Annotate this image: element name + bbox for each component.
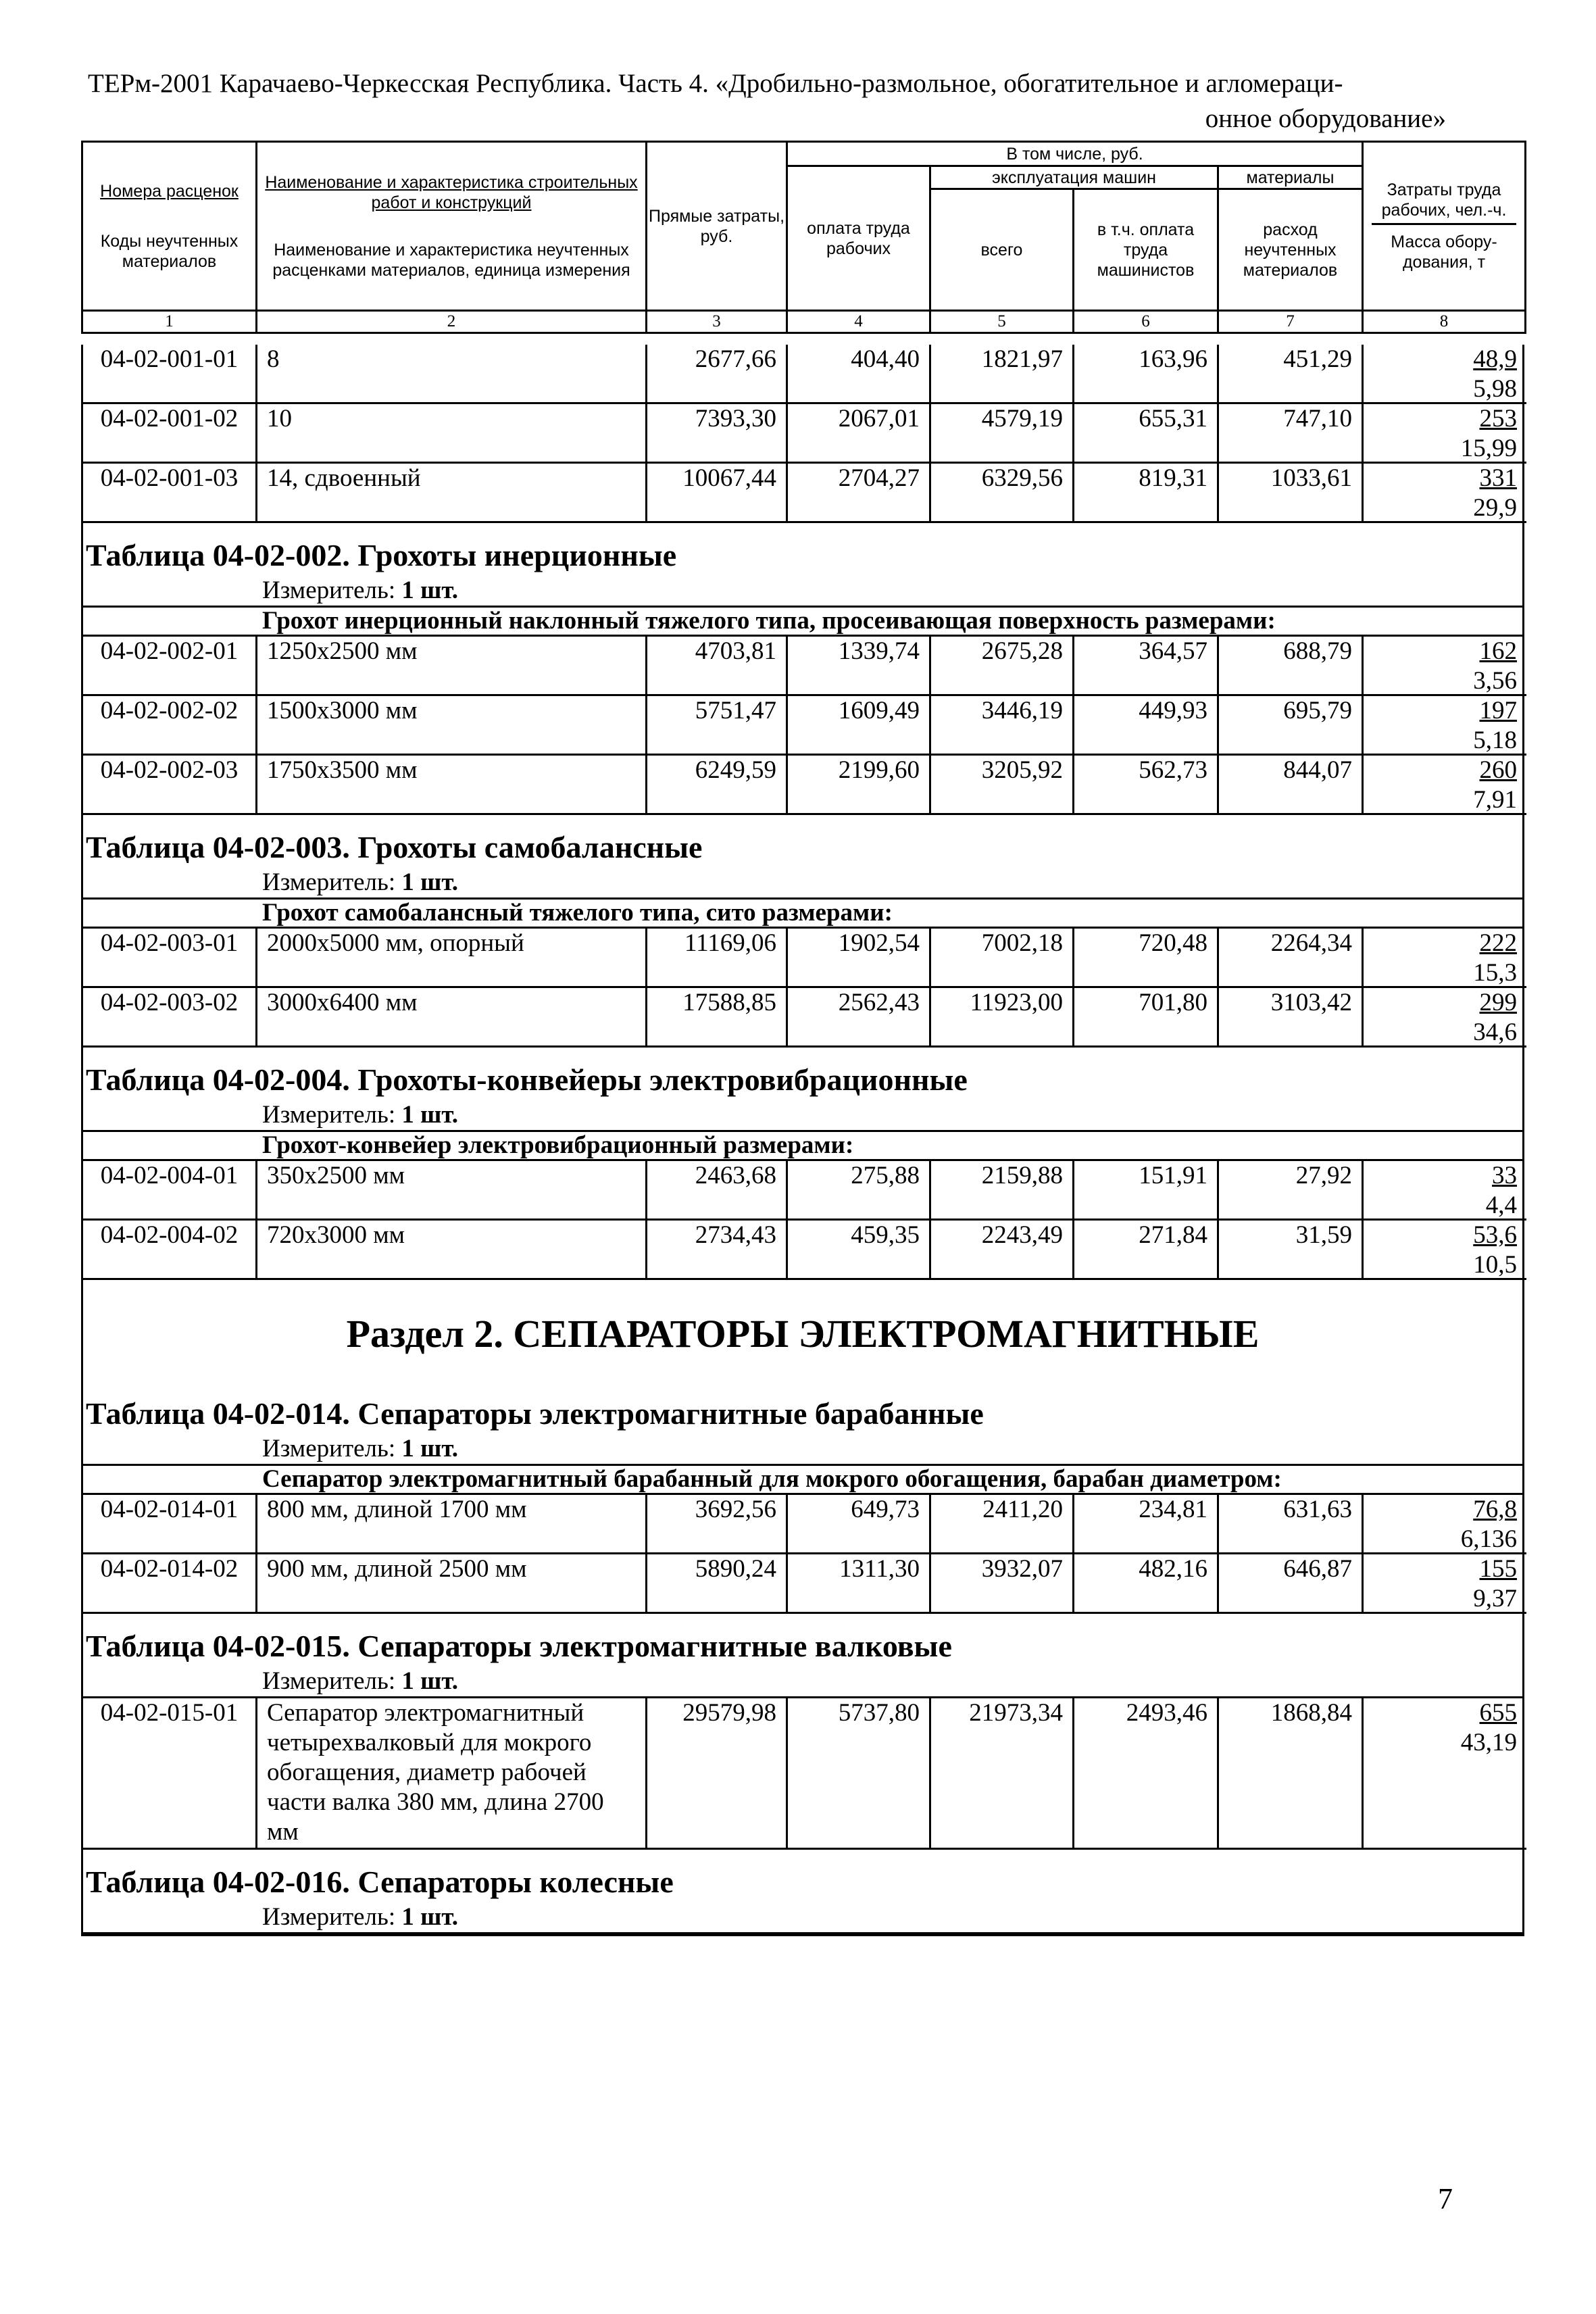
- labor-cost: 2199,60: [788, 756, 931, 815]
- unit-line: [83, 1434, 1522, 1466]
- equipment-mass: 15,99: [1460, 435, 1517, 462]
- labor-mass-cell: [1364, 637, 1526, 696]
- labor-mass-cell: [1364, 929, 1526, 988]
- col-header-labor-pay: оплата труда рабочих: [787, 166, 930, 311]
- col-header-direct: Прямые затраты, руб.: [647, 142, 787, 311]
- material-cost: 1868,84: [1219, 1698, 1364, 1850]
- machine-cost: 3446,19: [931, 696, 1074, 756]
- material-cost: 27,92: [1219, 1161, 1364, 1221]
- table-row: [83, 756, 1522, 815]
- direct-cost: 3692,56: [647, 1495, 788, 1554]
- rate-code: 04-02-003-02: [83, 988, 257, 1048]
- labor-hours: 155: [1479, 1555, 1517, 1583]
- equipment-mass: 15,3: [1473, 959, 1517, 987]
- material-cost: 646,87: [1219, 1554, 1364, 1614]
- labor-cost: 275,88: [788, 1161, 931, 1221]
- machinist-labor-cost: 271,84: [1074, 1221, 1219, 1280]
- table-title: Таблица 04-02-015. Сепараторы электромагнитные валковые: [86, 1629, 952, 1663]
- machine-cost: 2675,28: [931, 637, 1074, 696]
- material-cost: 1033,61: [1219, 464, 1364, 523]
- machinist-labor-cost: 151,91: [1074, 1161, 1219, 1221]
- labor-cost: 2067,01: [788, 404, 931, 464]
- table-row: [83, 1161, 1522, 1221]
- labor-hours: 260: [1479, 756, 1517, 784]
- page-number: 7: [1438, 2182, 1453, 2215]
- col-number: 8: [1363, 311, 1526, 333]
- direct-cost: 11169,06: [647, 929, 788, 988]
- unit-label: Измеритель:: [262, 1667, 396, 1695]
- machine-cost: 1821,97: [931, 345, 1074, 404]
- header-line-1: ТЕРм-2001 Карачаево-Черкесская Республика. Часть 4. «Дробильно-размольное, обогатительное и агломераци-: [88, 69, 1343, 98]
- unit-value: 1 шт.: [401, 1667, 459, 1695]
- rate-description: 14, сдвоенный: [257, 464, 647, 523]
- machinist-labor-cost: 449,93: [1074, 696, 1219, 756]
- labor-cost: 1339,74: [788, 637, 931, 696]
- col-header-machines: эксплуатация машин: [930, 166, 1218, 189]
- unit-value: 1 шт.: [401, 576, 459, 604]
- table-title: Таблица 04-02-016. Сепараторы колесные: [86, 1865, 674, 1899]
- rate-code: 04-02-002-02: [83, 696, 257, 756]
- col-number: 4: [787, 311, 930, 333]
- rate-description: 1250x2500 мм: [257, 637, 647, 696]
- equipment-mass: 6,136: [1460, 1525, 1517, 1553]
- rate-code: 04-02-002-01: [83, 637, 257, 696]
- page-header: [88, 66, 1446, 137]
- direct-cost: 2734,43: [647, 1221, 788, 1280]
- header-line-2: онное оборудование»: [1205, 104, 1446, 133]
- unit-label: Измеритель:: [262, 1903, 396, 1931]
- machine-cost: 2243,49: [931, 1221, 1074, 1280]
- machinist-labor-cost: 701,80: [1074, 988, 1219, 1048]
- direct-cost: 6249,59: [647, 756, 788, 815]
- labor-mass-cell: [1364, 464, 1526, 523]
- rate-code: 04-02-001-02: [83, 404, 257, 464]
- col-header-machinist-pay: в т.ч. оплата труда машинистов: [1074, 189, 1218, 311]
- unit-value: 1 шт.: [401, 1435, 459, 1462]
- equipment-mass: 3,56: [1473, 667, 1517, 695]
- unit-line: [83, 1667, 1522, 1698]
- table-row: [83, 1495, 1522, 1554]
- rate-description: 3000x6400 мм: [257, 988, 647, 1048]
- labor-cost: 649,73: [788, 1495, 931, 1554]
- rate-code: 04-02-014-01: [83, 1495, 257, 1554]
- col-header-unaccounted: расход неучтенных материалов: [1218, 189, 1363, 311]
- rate-description: 800 мм, длиной 1700 мм: [257, 1495, 647, 1554]
- table-row: [83, 1221, 1522, 1280]
- table-title: Таблица 04-02-003. Грохоты самобалансные: [86, 830, 703, 864]
- col-header-codes: [82, 142, 257, 311]
- labor-mass-cell: [1364, 1495, 1526, 1554]
- labor-hours: 48,9: [1473, 345, 1517, 373]
- machinist-labor-cost: 234,81: [1074, 1495, 1219, 1554]
- machinist-labor-cost: 2493,46: [1074, 1698, 1219, 1850]
- labor-cost: 2562,43: [788, 988, 931, 1048]
- table-row: [83, 404, 1522, 464]
- col-header-material-codes: Коды неучтенных материалов: [100, 231, 239, 271]
- table-row: [83, 464, 1522, 523]
- col-number: 6: [1074, 311, 1218, 333]
- labor-mass-cell: [1364, 696, 1526, 756]
- machine-cost: 4579,19: [931, 404, 1074, 464]
- labor-cost: 5737,80: [788, 1698, 931, 1850]
- material-cost: 688,79: [1219, 637, 1364, 696]
- col-header-labor: Затраты труда рабочих, чел.-ч.: [1372, 180, 1516, 225]
- material-cost: 695,79: [1219, 696, 1364, 756]
- col-number: 5: [930, 311, 1074, 333]
- equipment-mass: 34,6: [1473, 1018, 1517, 1046]
- labor-mass-cell: [1364, 404, 1526, 464]
- equipment-mass: 43,19: [1460, 1729, 1517, 1756]
- rate-description: 2000x5000 мм, опорный: [257, 929, 647, 988]
- rate-code: 04-02-001-03: [83, 464, 257, 523]
- labor-hours: 331: [1479, 464, 1517, 492]
- equipment-mass: 10,5: [1473, 1251, 1517, 1279]
- labor-hours: 53,6: [1473, 1221, 1517, 1249]
- table-title: Таблица 04-02-004. Грохоты-конвейеры электровибрационные: [86, 1062, 968, 1097]
- col-number: 2: [257, 311, 647, 333]
- machinist-labor-cost: 655,31: [1074, 404, 1219, 464]
- direct-cost: 29579,98: [647, 1698, 788, 1850]
- unit-label: Измеритель:: [262, 1435, 396, 1462]
- labor-hours: 197: [1479, 697, 1517, 724]
- unit-label: Измеритель:: [262, 1101, 396, 1129]
- col-header-work-name: Наименование и характеристика строительных работ и конструкций: [265, 172, 638, 212]
- unit-line: [83, 868, 1522, 900]
- rate-description: 1750x3500 мм: [257, 756, 647, 815]
- labor-cost: 459,35: [788, 1221, 931, 1280]
- unit-value: 1 шт.: [401, 1101, 459, 1129]
- labor-hours: 76,8: [1473, 1496, 1517, 1523]
- table-row: [83, 696, 1522, 756]
- col-header-rate-numbers: Номера расценок: [100, 181, 239, 201]
- direct-cost: 2677,66: [647, 345, 788, 404]
- rate-code: 04-02-015-01: [83, 1698, 257, 1850]
- material-cost: 3103,42: [1219, 988, 1364, 1048]
- machine-cost: 7002,18: [931, 929, 1074, 988]
- equipment-mass: 29,9: [1473, 494, 1517, 522]
- machine-cost: 2411,20: [931, 1495, 1074, 1554]
- equipment-mass: 5,98: [1473, 375, 1517, 403]
- machine-cost: 11923,00: [931, 988, 1074, 1048]
- machinist-labor-cost: 720,48: [1074, 929, 1219, 988]
- table-row: [83, 988, 1522, 1048]
- col-header-total: всего: [930, 189, 1074, 311]
- group-heading: Грохот самобалансный тяжелого типа, сито размерами:: [83, 900, 1522, 929]
- unit-label: Измеритель:: [262, 868, 396, 896]
- machinist-labor-cost: 163,96: [1074, 345, 1219, 404]
- price-table-body: [81, 345, 1524, 1936]
- rate-description: 8: [257, 345, 647, 404]
- col-header-material-name: Наименование и характеристика неучтенных расценками материалов, единица измерения: [272, 240, 630, 280]
- rate-description: Сепаратор электромагнитный четырехвалковый для мокрого обогащения, диаметр рабочей части валка 380 мм, длина 2700 мм: [257, 1698, 647, 1850]
- col-number: 7: [1218, 311, 1363, 333]
- rate-code: 04-02-003-01: [83, 929, 257, 988]
- group-heading: Грохот инерционный наклонный тяжелого типа, просеивающая поверхность размерами:: [83, 608, 1522, 637]
- machinist-labor-cost: 819,31: [1074, 464, 1219, 523]
- machine-cost: 6329,56: [931, 464, 1074, 523]
- direct-cost: 2463,68: [647, 1161, 788, 1221]
- equipment-mass: 7,91: [1473, 786, 1517, 814]
- rate-code: 04-02-004-01: [83, 1161, 257, 1221]
- labor-cost: 2704,27: [788, 464, 931, 523]
- group-heading: Сепаратор электромагнитный барабанный для мокрого обогащения, барабан диаметром:: [83, 1466, 1522, 1495]
- labor-mass-cell: [1364, 1698, 1526, 1850]
- labor-mass-cell: [1364, 1554, 1526, 1614]
- table-row: [83, 929, 1522, 988]
- rate-code: 04-02-002-03: [83, 756, 257, 815]
- rate-description: 10: [257, 404, 647, 464]
- labor-mass-cell: [1364, 1161, 1526, 1221]
- col-number: 3: [647, 311, 787, 333]
- table-row: [83, 1554, 1522, 1614]
- labor-cost: 1311,30: [788, 1554, 931, 1614]
- machinist-labor-cost: 364,57: [1074, 637, 1219, 696]
- labor-hours: 253: [1479, 405, 1517, 433]
- labor-mass-cell: [1364, 988, 1526, 1048]
- machine-cost: 3205,92: [931, 756, 1074, 815]
- unit-line: [83, 1902, 1522, 1934]
- col-header-mass: Масса обору- дования, т: [1391, 232, 1497, 272]
- machine-cost: 3932,07: [931, 1554, 1074, 1614]
- material-cost: 631,63: [1219, 1495, 1364, 1554]
- col-header-including: В том числе, руб.: [787, 142, 1363, 166]
- material-cost: 844,07: [1219, 756, 1364, 815]
- direct-cost: 17588,85: [647, 988, 788, 1048]
- labor-hours: 655: [1479, 1699, 1517, 1727]
- labor-mass-cell: [1364, 1221, 1526, 1280]
- table-title: Таблица 04-02-014. Сепараторы электромагнитные барабанные: [86, 1396, 984, 1431]
- rate-code: 04-02-014-02: [83, 1554, 257, 1614]
- col-header-names: [257, 142, 647, 311]
- col-number: 1: [82, 311, 257, 333]
- rate-description: 900 мм, длиной 2500 мм: [257, 1554, 647, 1614]
- labor-cost: 1609,49: [788, 696, 931, 756]
- group-heading: Грохот-конвейер электровибрационный размерами:: [83, 1132, 1522, 1161]
- labor-hours: 222: [1479, 929, 1517, 957]
- unit-value: 1 шт.: [401, 1903, 459, 1931]
- rate-code: 04-02-004-02: [83, 1221, 257, 1280]
- equipment-mass: 9,37: [1473, 1585, 1517, 1613]
- table-row: [83, 345, 1522, 404]
- unit-line: [83, 1100, 1522, 1132]
- table-row: [83, 637, 1522, 696]
- rate-description: 350x2500 мм: [257, 1161, 647, 1221]
- col-header-labor-mass: [1363, 142, 1526, 311]
- labor-cost: 1902,54: [788, 929, 931, 988]
- col-header-materials: материалы: [1218, 166, 1363, 189]
- table-row: [83, 1698, 1522, 1850]
- equipment-mass: 5,18: [1473, 727, 1517, 754]
- labor-mass-cell: [1364, 756, 1526, 815]
- direct-cost: 7393,30: [647, 404, 788, 464]
- machine-cost: 2159,88: [931, 1161, 1074, 1221]
- material-cost: 31,59: [1219, 1221, 1364, 1280]
- material-cost: 747,10: [1219, 404, 1364, 464]
- machine-cost: 21973,34: [931, 1698, 1074, 1850]
- direct-cost: 4703,81: [647, 637, 788, 696]
- machinist-labor-cost: 562,73: [1074, 756, 1219, 815]
- section-heading: Раздел 2. СЕПАРАТОРЫ ЭЛЕКТРОМАГНИТНЫЕ: [346, 1312, 1260, 1356]
- table-title: Таблица 04-02-002. Грохоты инерционные: [86, 538, 677, 572]
- unit-value: 1 шт.: [401, 868, 459, 896]
- direct-cost: 5751,47: [647, 696, 788, 756]
- unit-line: [83, 576, 1522, 608]
- material-cost: 2264,34: [1219, 929, 1364, 988]
- unit-label: Измеритель:: [262, 576, 396, 604]
- labor-hours: 162: [1479, 637, 1517, 665]
- labor-cost: 404,40: [788, 345, 931, 404]
- labor-mass-cell: [1364, 345, 1526, 404]
- machinist-labor-cost: 482,16: [1074, 1554, 1219, 1614]
- rate-code: 04-02-001-01: [83, 345, 257, 404]
- labor-hours: 33: [1492, 1162, 1517, 1189]
- equipment-mass: 4,4: [1485, 1191, 1517, 1219]
- rate-description: 1500x3000 мм: [257, 696, 647, 756]
- labor-hours: 299: [1479, 989, 1517, 1016]
- direct-cost: 5890,24: [647, 1554, 788, 1614]
- column-header-table: [81, 141, 1526, 334]
- direct-cost: 10067,44: [647, 464, 788, 523]
- rate-description: 720x3000 мм: [257, 1221, 647, 1280]
- material-cost: 451,29: [1219, 345, 1364, 404]
